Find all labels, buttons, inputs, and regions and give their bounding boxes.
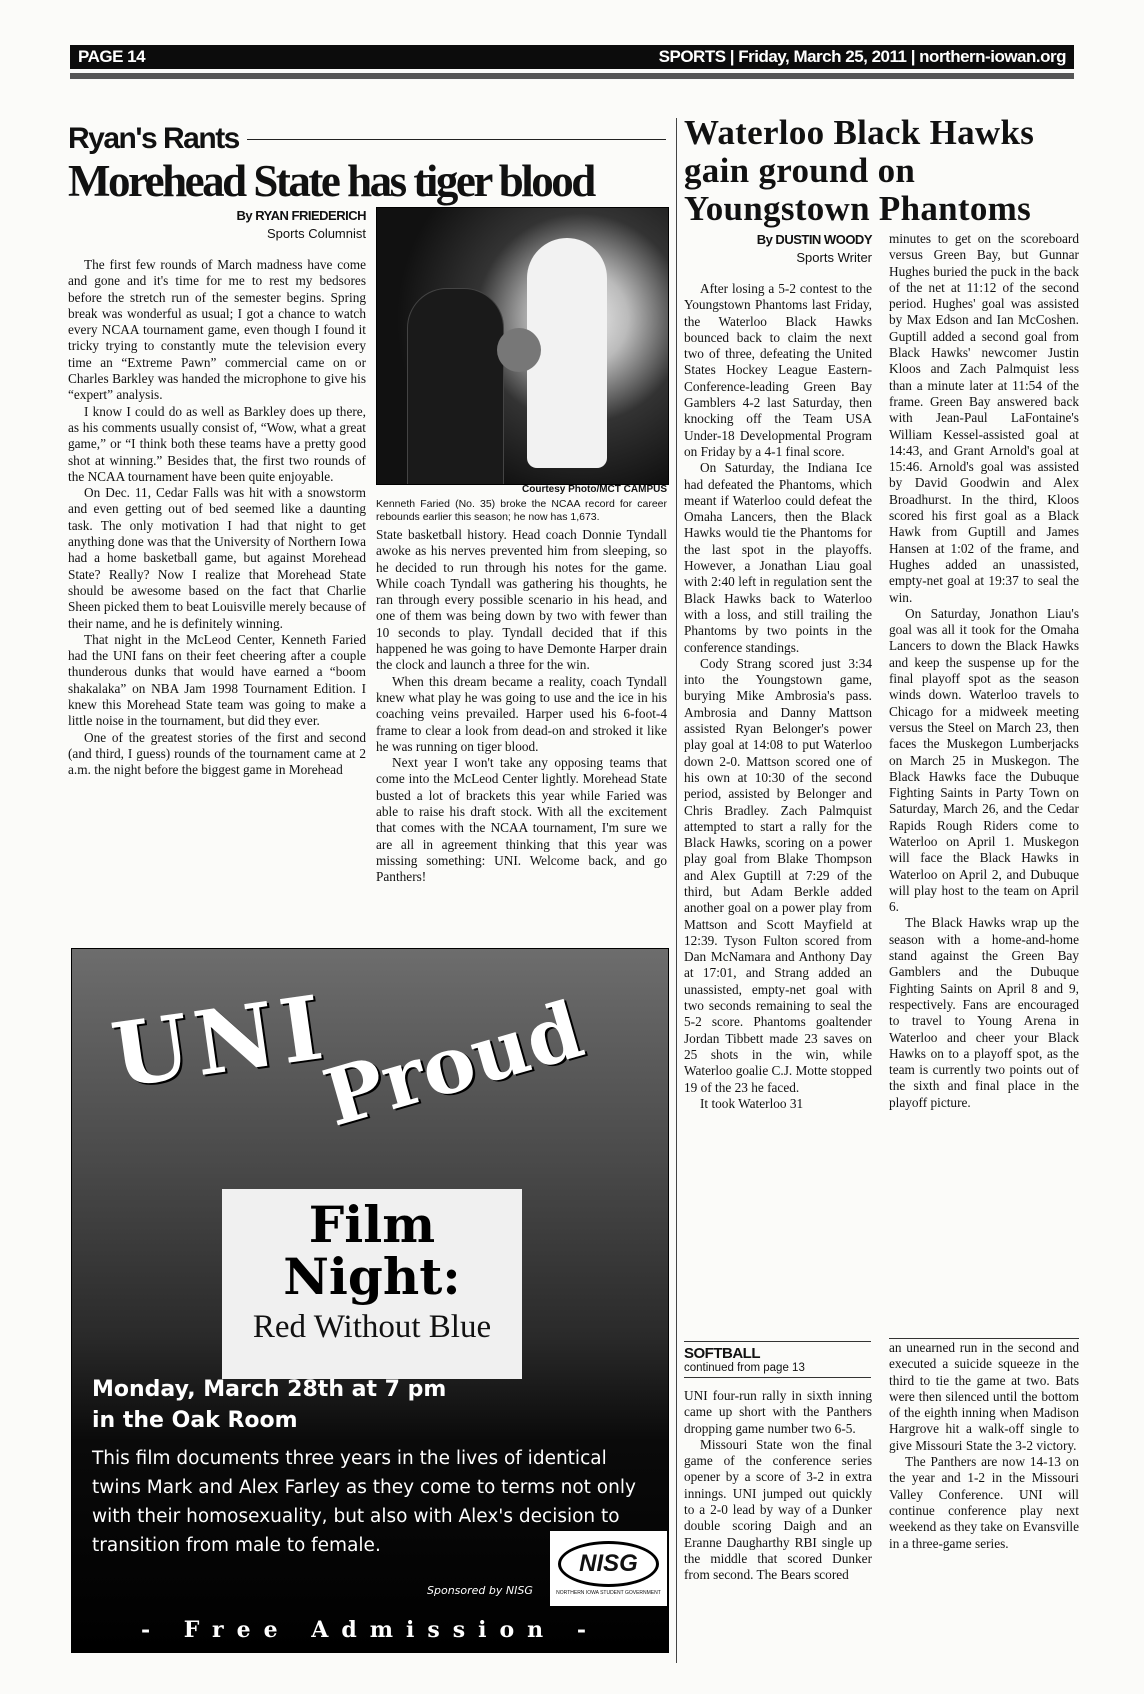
paragraph: The first few rounds of March madness have come and gone and it's time for me to rest my bedsores before the stretch run of the semester begins. Spring break was wonderful as usual; I got a chance to watch every NCAA tournament game, even though I found it tricky trying to constantly mute the television every time an “Extreme Pawn” commercial came on or Charles Barkley was handed the microphone to give his “expert” analysis. xyxy=(68,257,366,403)
author-role: Sports Writer xyxy=(796,250,872,265)
left-byline xyxy=(200,207,366,243)
softball-column-1 xyxy=(684,1388,872,1584)
paragraph: Missouri State won the final game of the conference series opener by a score of 3-2 in extra innings. UNI jumped out quickly to a 2-0 lead by way of a Dunker double scoring Daigh and an Eranne Daugharthy RBI single up the middle that scored Dunker from second. The Bears scored xyxy=(684,1436,872,1583)
paragraph: The Panthers are now 14-13 on the year and 1-2 in the Missouri Valley Conference. UNI will continue conference play next weekend as they take on Evansville in a three-game series. xyxy=(889,1454,1079,1551)
paragraph: Next year I won't take any opposing teams that come into the McLeod Center lightly. Morehead State busted a lot of brackets this year while Faried was able to raise his draft stock. With all the excitement that comes with the NCAA tournament, I'm sure we are all in agreement thinking that this year was missing something: UNI. Welcome back, and go Panthers! xyxy=(376,755,667,885)
author-name: By DUSTIN WOODY xyxy=(756,232,872,247)
page-header-bar xyxy=(70,45,1074,69)
header-rule xyxy=(70,73,1074,79)
nisg-logo-subtext: NORTHERN IOWA STUDENT GOVERNMENT xyxy=(556,1590,661,1596)
author-name: By RYAN FRIEDERICH xyxy=(236,208,366,223)
right-byline xyxy=(700,231,872,267)
player-dark-jersey xyxy=(407,288,504,485)
film-night-label: Film Night: xyxy=(283,1195,461,1306)
ad-title-uni: UNI xyxy=(105,974,335,1108)
paragraph: Cody Strang scored just 3:34 into the Youngstown game, burying Mike Ambrosia's pass. Ambrosia and Danny Mattson assisted Ryan Belonger's power play goal at 14:08 to put Waterloo down 2-0. Mattson scored one of his own at 10:30 of the second period, assisted by Belonger and Chris Bradley. Zach Palmquist attempted to start a rally for the Black Hawks, scoring on a power play goal from Blake Thompson and Alex Guptill at 7:29 of the third, but Adam Berkle added another goal on a power play from Mattson and Scott Mayfield at 12:39. Tyson Fulton scored from Dan McNamara and Anthony Day at 17:01, and Strang added an unassisted, empty-net goal with two seconds remaining to seal the 5-2 score. Phantoms goaltender Jordan Tibbett made 23 saves on 25 shots in the win, while Waterloo goalie C.J. Motte stopped 19 of the 23 he faced. xyxy=(684,655,873,1095)
kicker-text: Ryan's Rants xyxy=(68,122,239,155)
right-article-column-2 xyxy=(889,231,1079,1111)
softball-section-header xyxy=(684,1341,871,1378)
paragraph: On Dec. 11, Cedar Falls was hit with a snowstorm and even getting out of bed seemed like a daunting task. The only motivation I had that night to get anything done was that the University of Northern Iowa had a home basketball game, but against Morehead State? Really? Now I realize that Morehead State should be awesome based on the fact that Charlie Sheen picked them to beat Louisville merely because of their name, and he is definitely winning. xyxy=(68,485,366,631)
nisg-logo-mark: NISG xyxy=(558,1541,659,1587)
left-article-column-2 xyxy=(376,527,667,886)
photo-credit: Courtesy Photo/MCT CAMPUS xyxy=(522,484,667,495)
film-title-panel xyxy=(222,1189,522,1379)
page-number: PAGE 14 xyxy=(78,47,146,66)
softball-column-2 xyxy=(889,1340,1079,1552)
sponsor-text: Sponsored by NISG xyxy=(427,1584,533,1597)
event-date: Monday, March 28th at 7 pm xyxy=(92,1377,447,1402)
author-role: Sports Columnist xyxy=(267,226,366,241)
right-article-column-1 xyxy=(684,281,872,1112)
paragraph: When this dream became a reality, coach Tyndall knew what play he was going to use and the ice in his coaching veins prevailed. Harper used his 6-foot-4 frame to clear a look from dead-on and stroked it like he was running on tiger blood. xyxy=(376,673,667,754)
paragraph: an unearned run in the second and executed a suicide squeeze in the third to tie the game at two. Bats were then silenced until the bottom of the eighth inning when Madison Hargrove hit a walk-off single to give Missouri State the 3-2 victory. xyxy=(889,1340,1079,1453)
column-kicker xyxy=(68,122,666,156)
kicker-rule xyxy=(247,139,666,140)
paragraph: I know I could do as well as Barkley does up there, as his comments usually consist of, “Wow, what a great game,” or “I think both these teams have a pretty good shot at winning.” Besides that, the first two rounds of the NCAA tournament have been quite enjoyable. xyxy=(68,403,366,484)
film-night-advertisement xyxy=(71,948,669,1653)
softball-title: SOFTBALL xyxy=(684,1345,760,1362)
film-title: Red Without Blue xyxy=(252,1309,492,1345)
paragraph: It took Waterloo 31 xyxy=(700,1095,804,1111)
paragraph: The Black Hawks wrap up the season with a home-and-home stand against the Green Bay Gamblers and the Dubuque Fighting Saints on April 8 and 9, respectively. Fans are encouraged to travel to Young Arena in Waterloo and cheer your Black Hawks on to a playoff spot, as the team is currently two points out of the sixth and final place in the playoff picture. xyxy=(889,915,1079,1110)
section-rule xyxy=(889,1338,1079,1339)
column-divider xyxy=(676,118,677,1663)
event-location: in the Oak Room xyxy=(92,1408,298,1433)
event-time-place xyxy=(92,1374,446,1436)
left-article-column-1 xyxy=(68,257,366,779)
paragraph: On Saturday, the Indiana Ice had defeated the Phantoms, which meant if Waterloo could defeat the Omaha Lancers, then the Black Hawks would tie the Phantoms for the last spot in the playoffs. However, a Jonathan Liau goal with 2:40 left in regulation sent the Black Hawks back to Waterloo with a loss, and still trailing the Phantoms by two points in the conference standings. xyxy=(684,460,872,655)
paragraph: After losing a 5-2 contest to the Youngstown Phantoms last Friday, the Waterloo Black Hawks bounced back to claim the next two of three, defeating the United States Hockey League Eastern-Conference-leading Green Bay Gamblers 4-2 last Saturday, then knocking off the Team USA Under-18 Developmental Program on Friday by a 4-1 final score. xyxy=(684,281,872,459)
paragraph: One of the greatest stories of the first and second (and third, I guess) rounds of the tournament came at 2 a.m. the night before the biggest game in Morehead xyxy=(68,729,366,778)
paragraph: UNI four-run rally in sixth inning came up short with the Panthers dropping game number two 6-5. xyxy=(684,1388,872,1436)
right-headline: Waterloo Black Hawks gain ground on Youngstown Phantoms xyxy=(684,113,1035,228)
left-headline: Morehead State has tiger blood xyxy=(68,156,594,206)
continued-note: continued from page 13 xyxy=(684,1362,805,1374)
paragraph: That night in the McLeod Center, Kenneth Faried had the UNI fans on their feet cheering after a couple thunderous dunks that would have earned a “boom shakalaka” on NBA Jam 1998 Tournament Edition. I knew this Morehead State team was going to make a little noise in the tournament, but did they ever. xyxy=(68,631,366,729)
basketball xyxy=(497,328,541,372)
paragraph: minutes to get on the scoreboard versus Green Bay, but Gunnar Hughes buried the puck in the back of the net at 11:12 of the second period. Hughes' goal was assisted by Max Edson and Ian McCoshen. Guptill added a second goal from Black Hawks' newcomer Justin Kloos and Zach Palmquist less than a minute later at 11:54 of the frame. Green Bay answered back with Jean-Paul LaFontaine's William Kessel-assisted goal at 14:43, and Grant Arnold's goal at 15:46. Arnold's goal was assisted by David Goodwin and Alex Broadhurst. In the third, Kloos scored his first goal as a Black Hawk from Guptill and James Hansen at 1:02 of the frame, and Hughes added an unassisted, empty-net goal at 19:37 to seal the win. xyxy=(889,231,1079,605)
free-admission: - Free Admission - xyxy=(141,1617,599,1643)
nisg-logo xyxy=(550,1531,667,1606)
ad-title-proud: Proud xyxy=(314,984,593,1145)
paragraph: State basketball history. Head coach Donnie Tyndall awoke as his nerves prevented him from sleeping, so he decided to run through his notes for the game. While coach Tyndall was gathering his thoughts, he ran through every possible scenario in his head, and one of them was being down by two with fewer than 10 seconds to play. Tyndall decided that if this happened he was going to have Demonte Harper drain the clock and launch a three for the win. xyxy=(376,527,667,673)
paragraph: On Saturday, Jonathon Liau's goal was all it took for the Omaha Lancers to down the Black Hawks and keep the suspense up for the final playoff spot as the season winds down. Waterloo travels to Chicago for a midweek meeting versus the Steel on March 23, then faces the Muskegon Lumberjacks on March 25 in Muskegon. The Black Hawks face the Dubuque Fighting Saints in Party Town on Saturday, March 26, and the Cedar Rapids Rough Riders come to Waterloo on April 1. Muskegon will face the Black Hawks in Waterloo on April 2, and Dubuque will play host to the team on April 6. xyxy=(889,605,1079,915)
film-description: This film documents three years in the lives of identical twins Mark and Alex Farley as they come to terms not only with their homosexuality, but also with Alex's decision to transition from male to female. xyxy=(92,1448,636,1556)
section-date-site: SPORTS | Friday, March 25, 2011 | northern-iowan.org xyxy=(658,47,1066,66)
basketball-photo xyxy=(376,207,669,485)
photo-caption: Kenneth Faried (No. 35) broke the NCAA record for career rebounds earlier this season; he now has 1,673. xyxy=(376,498,667,523)
